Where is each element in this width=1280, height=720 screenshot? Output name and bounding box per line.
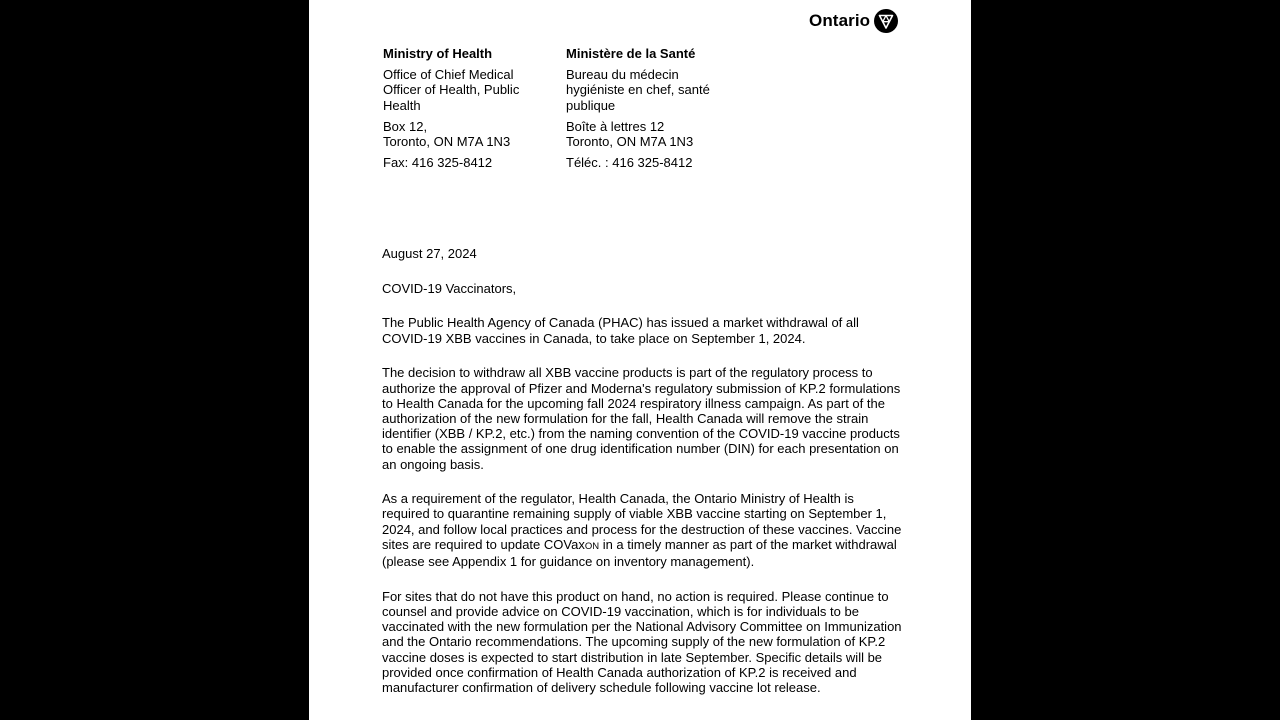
mailing-address-fr	[566, 119, 736, 149]
ontario-logo	[809, 9, 898, 33]
department-name: Ministry of Health	[383, 46, 493, 61]
address-line-2-fr: Toronto, ON M7A 1N3	[566, 134, 694, 150]
address-line-2: Toronto, ON M7A 1N3	[383, 134, 511, 150]
paragraph-3-text-after: in a timely manner as part of the market withdrawal (please see Appendix 1 for guidance on inventory management).	[382, 536, 897, 570]
paragraph-quarantine-requirement	[382, 491, 902, 569]
covaxon-system-name: COVaxON	[543, 536, 600, 552]
document-page	[309, 0, 971, 720]
office-name: Office of Chief Medical Officer of Health, Public Health	[383, 67, 520, 113]
address-line-1: Box 12,	[383, 118, 428, 134]
fax-number: Fax: 416 325-8412	[383, 155, 493, 171]
ontario-wordmark: Ontario	[809, 11, 871, 31]
paragraph-3-text-before: As a requirement of the regulator, Health Canada, the Ontario Ministry of Health is required to quarantine remaining supply of viable XBB vaccine starting on September 1, 2024, and follow local practices and process for the destruction of these vaccines. Vaccine sites are required to update	[382, 491, 902, 552]
letterhead-french	[566, 46, 736, 176]
paragraph-regulatory-process: The decision to withdraw all XBB vaccine products is part of the regulatory process to authorize the approval of Pfizer and Moderna's regulatory submission of KP.2 formulations to Health Canada for the upcoming fall 2024 respiratory illness campaign. As part of the authorization of the new formulation for the fall, Health Canada will remove the strain identifier (XBB / KP.2, etc.) from the naming convention of the COVID-19 vaccine products to enable the assignment of one drug identification number (DIN) for each presentation on an ongoing basis.	[382, 365, 901, 472]
address-line-1-fr: Boîte à lettres 12	[566, 118, 665, 134]
letter-salutation: COVID-19 Vaccinators,	[382, 280, 517, 296]
paragraph-withdrawal-notice: The Public Health Agency of Canada (PHAC) has issued a market withdrawal of all COVID-19 XBB vaccines in Canada, to take place on September 1, 2024.	[382, 315, 859, 346]
letter-body	[382, 246, 902, 715]
department-name-fr: Ministère de la Santé	[566, 46, 696, 61]
paragraph-no-action-required: For sites that do not have this product on hand, no action is required. Please continue to counsel and provide advice on COVID-19 vaccination, which is for individuals to be vaccinated with the new formulation per the National Advisory Committee on Immunization and the Ontario recommendations. The upcoming supply of the new formulation of KP.2 vaccine doses is expected to start distribution in late September. Specific details will be provided once confirmation of Health Canada authorization of KP.2 is received and manufacturer confirmation of delivery schedule following vaccine lot release.	[382, 588, 902, 695]
mailing-address	[383, 119, 553, 149]
letterhead-english	[383, 46, 553, 176]
letter-date: August 27, 2024	[382, 246, 477, 261]
fax-number-fr: Téléc. : 416 325-8412	[566, 155, 693, 171]
ontario-trillium-icon	[874, 9, 898, 33]
office-name-fr: Bureau du médecin hygiéniste en chef, santé publique	[566, 67, 710, 113]
